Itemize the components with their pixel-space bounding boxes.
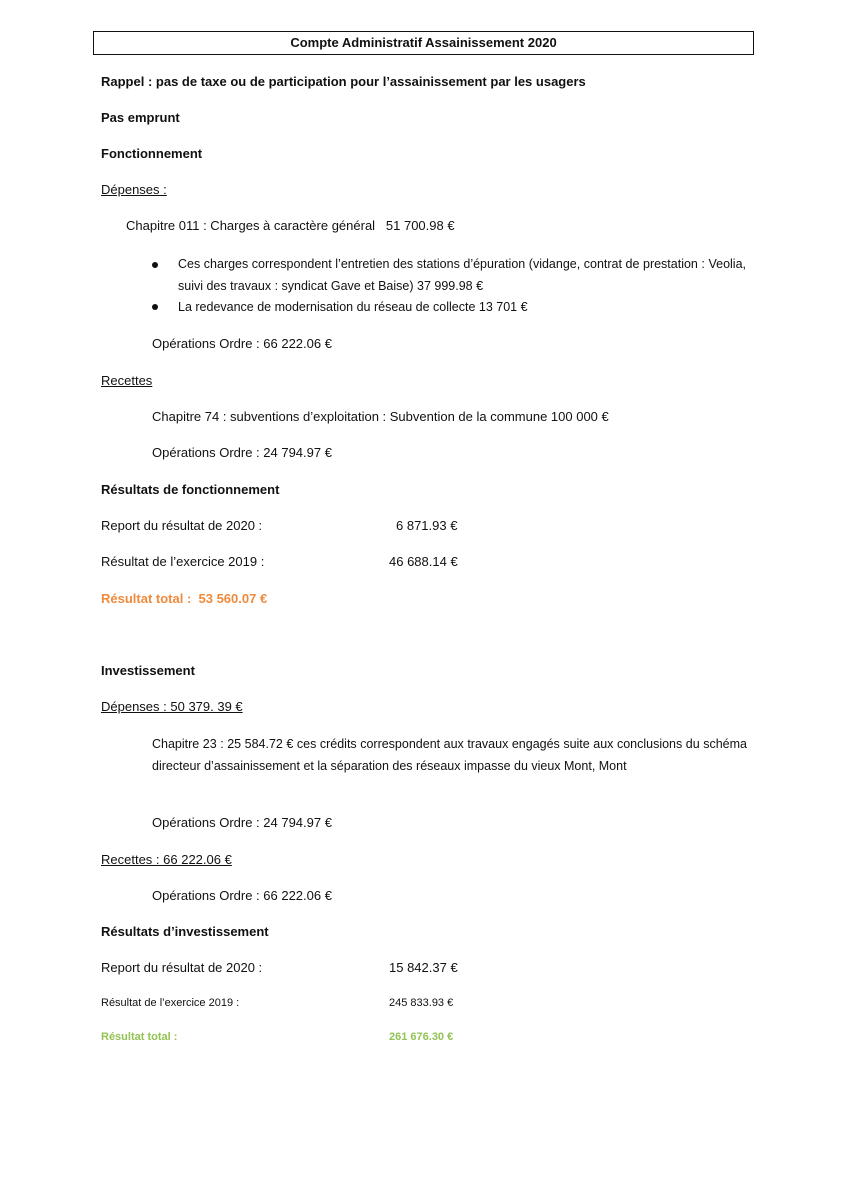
fonct-exercice-value: 46 688.14 € bbox=[389, 554, 458, 569]
chapitre-23-paragraph: Chapitre 23 : 25 584.72 € ces crédits correspondent aux travaux engagés suite aux conclusions du schéma directeur d’assainissement et la séparation des réseaux impasse du vieux Mont, Mont bbox=[152, 737, 747, 773]
investissement-heading: Investissement bbox=[101, 663, 195, 678]
fonct-report-value: 6 871.93 € bbox=[396, 518, 458, 533]
investissement-recettes-label: Recettes : 66 222.06 € bbox=[101, 852, 232, 867]
charges-bullet-1: Ces charges correspondent l’entretien des stations d’épuration (vidange, contrat de prestation : Veolia, suivi des travaux : syndicat Gave et Baise) 37 999.98 € bbox=[178, 257, 746, 293]
fonctionnement-depenses-label: Dépenses : bbox=[101, 182, 167, 197]
bullet-icon bbox=[152, 262, 158, 268]
emprunt-note: Pas emprunt bbox=[101, 110, 180, 125]
invest-exercice-value: 245 833.93 € bbox=[389, 997, 454, 1009]
resultats-fonctionnement-heading: Résultats de fonctionnement bbox=[101, 482, 280, 497]
invest-total-label: Résultat total : bbox=[101, 1031, 178, 1043]
resultats-investissement-heading: Résultats d’investissement bbox=[101, 924, 269, 939]
chapitre-74-line: Chapitre 74 : subventions d’exploitation : Subvention de la commune 100 000 € bbox=[152, 409, 609, 424]
fonct-exercice-label: Résultat de l’exercice 2019 : bbox=[101, 554, 265, 569]
bullet-icon bbox=[152, 304, 158, 310]
fonct-total: Résultat total : 53 560.07 € bbox=[101, 591, 268, 606]
fonctionnement-operations-recettes: Opérations Ordre : 24 794.97 € bbox=[152, 445, 332, 460]
fonct-report-label: Report du résultat de 2020 : bbox=[101, 518, 263, 533]
invest-report-label: Report du résultat de 2020 : bbox=[101, 960, 263, 975]
fonctionnement-recettes-label: Recettes bbox=[101, 373, 153, 388]
invest-operations-depenses: Opérations Ordre : 24 794.97 € bbox=[152, 815, 332, 830]
invest-exercice-label: Résultat de l’exercice 2019 : bbox=[101, 997, 240, 1009]
rappel-note: Rappel : pas de taxe ou de participation pour l’assainissement par les usagers bbox=[101, 74, 586, 89]
investissement-depenses-label: Dépenses : 50 379. 39 € bbox=[101, 699, 243, 714]
fonctionnement-operations-depenses: Opérations Ordre : 66 222.06 € bbox=[152, 336, 332, 351]
invest-total-value: 261 676.30 € bbox=[389, 1031, 454, 1043]
chapitre-011-line: Chapitre 011 : Charges à caractère général 51 700.98 € bbox=[126, 218, 455, 233]
charges-bullet-2: La redevance de modernisation du réseau de collecte 13 701 € bbox=[178, 300, 528, 314]
document-title: Compte Administratif Assainissement 2020 bbox=[93, 31, 754, 55]
fonctionnement-heading: Fonctionnement bbox=[101, 146, 203, 161]
invest-operations-recettes: Opérations Ordre : 66 222.06 € bbox=[152, 888, 332, 903]
invest-report-value: 15 842.37 € bbox=[389, 960, 458, 975]
